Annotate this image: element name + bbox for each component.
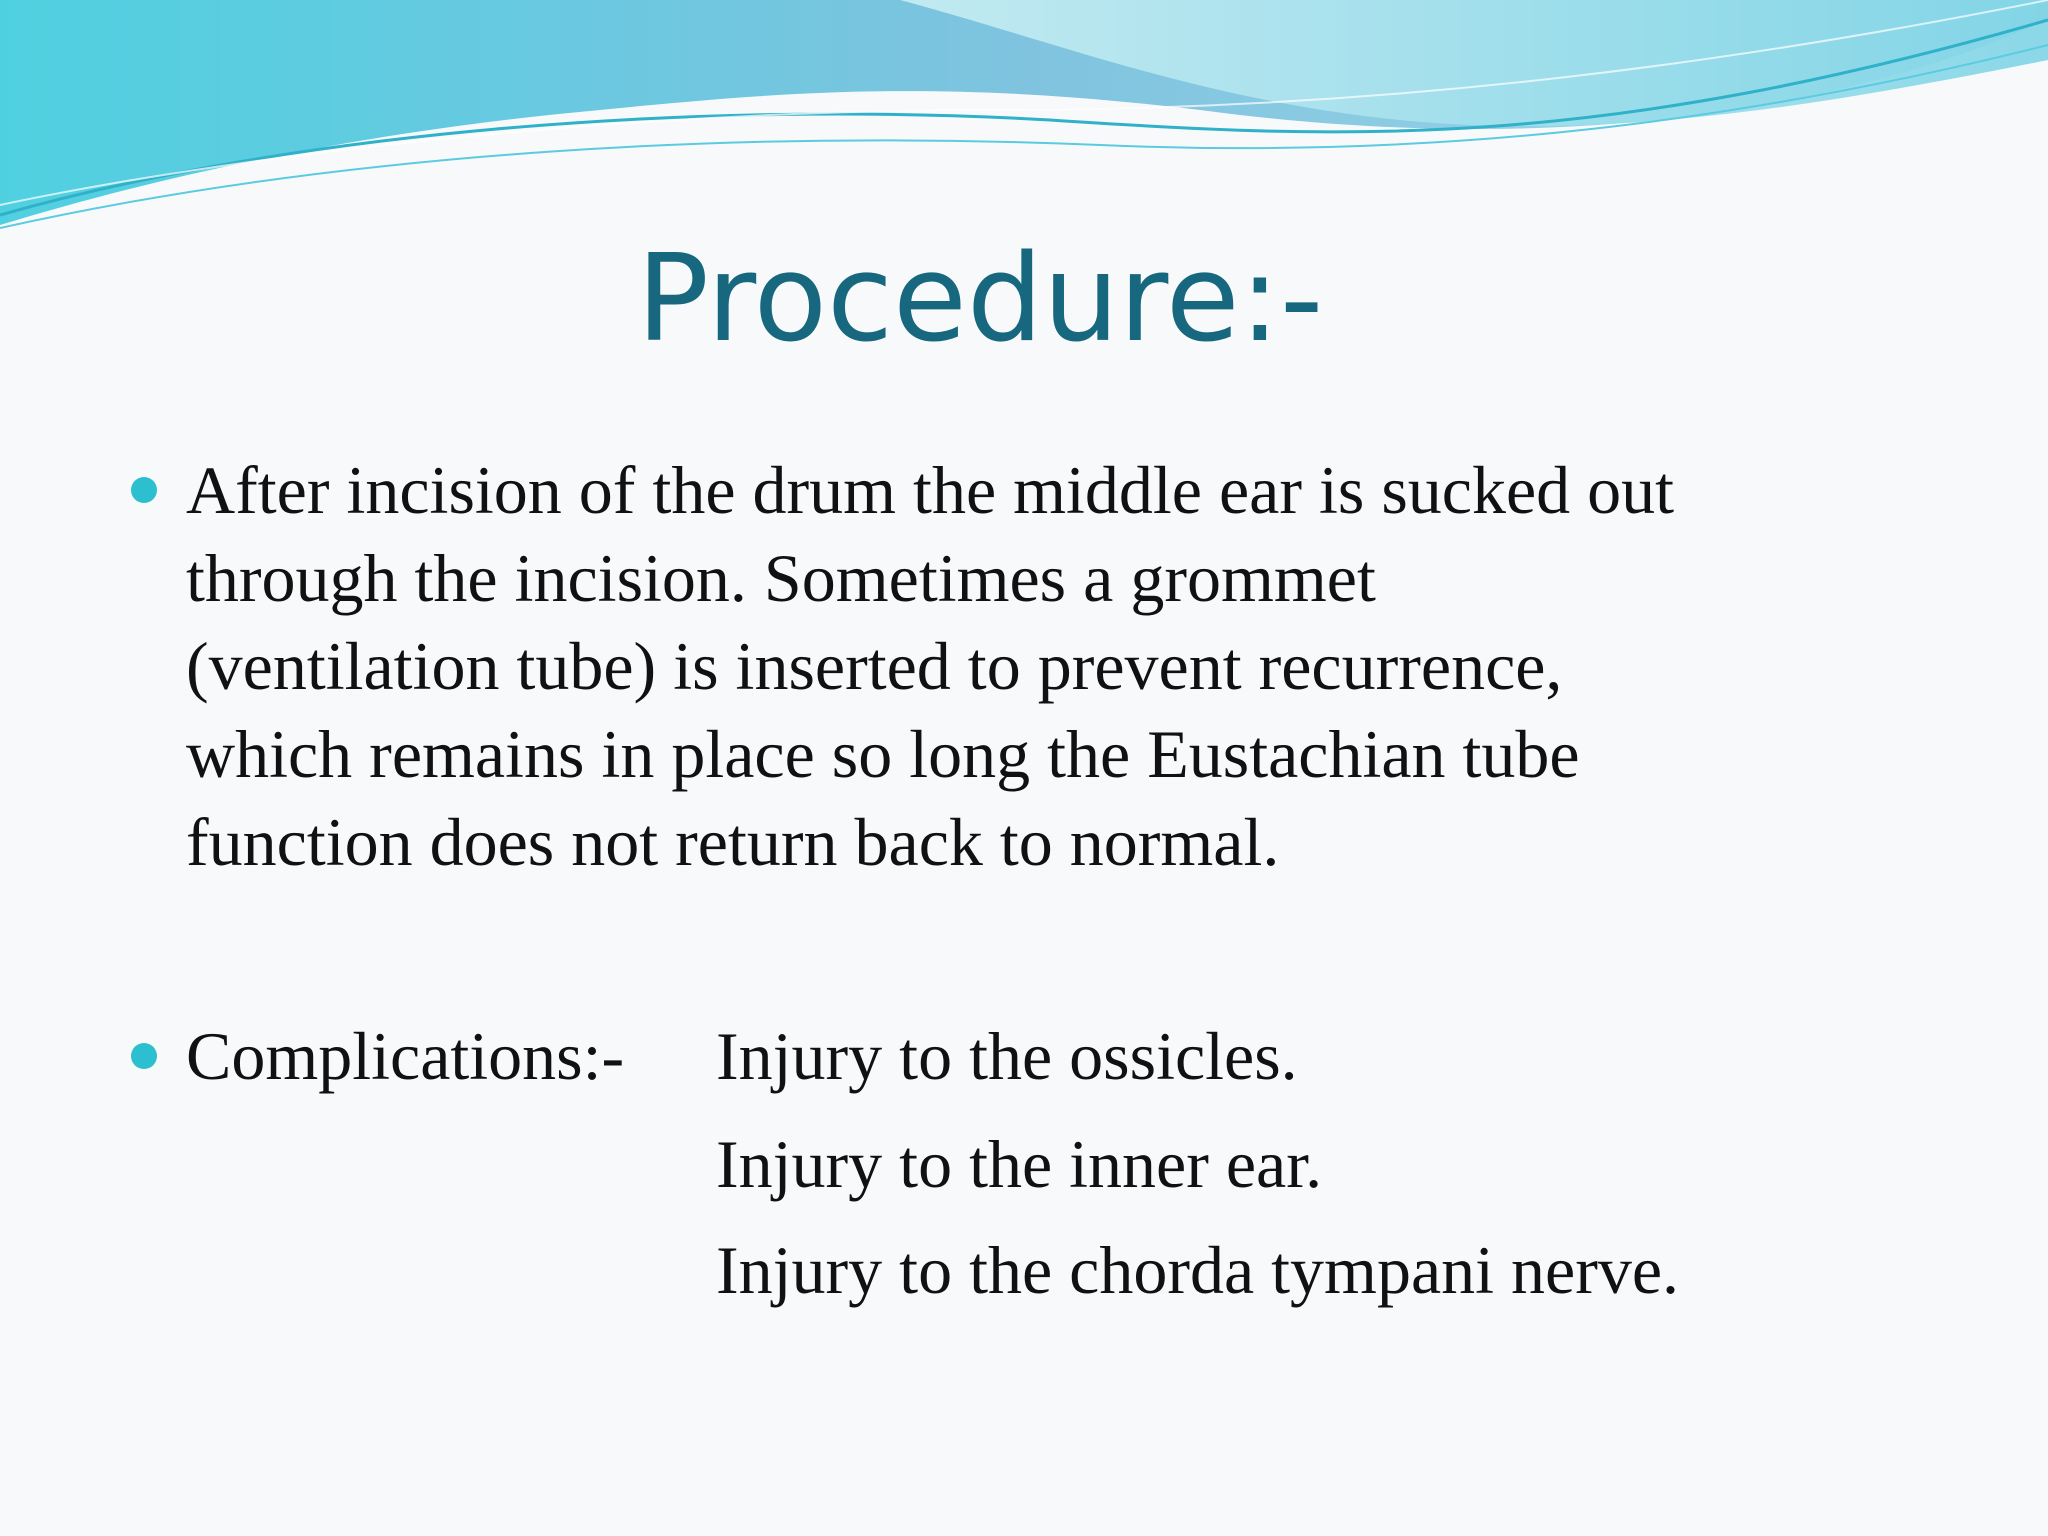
slide-title: Procedure:- — [636, 230, 1324, 369]
bullet-dot-icon — [131, 477, 157, 503]
bullet-procedure-text — [186, 446, 1674, 886]
procedure-line: After incision of the drum the middle ear is sucked out — [186, 452, 1675, 528]
complications-label: Complications:- — [186, 1018, 625, 1094]
procedure-line: function does not return back to normal. — [186, 804, 1280, 880]
bullet-dot-icon — [131, 1043, 157, 1069]
procedure-line: through the incision. Sometimes a grommet — [186, 540, 1376, 616]
procedure-line: which remains in place so long the Eustachian tube — [186, 716, 1580, 792]
complication-item: Injury to the inner ear. — [716, 1126, 1323, 1202]
procedure-line: (ventilation tube) is inserted to prevent recurrence, — [186, 628, 1563, 704]
complication-item: Injury to the ossicles. — [716, 1018, 1298, 1094]
complication-item: Injury to the chorda tympani nerve. — [716, 1232, 1680, 1308]
